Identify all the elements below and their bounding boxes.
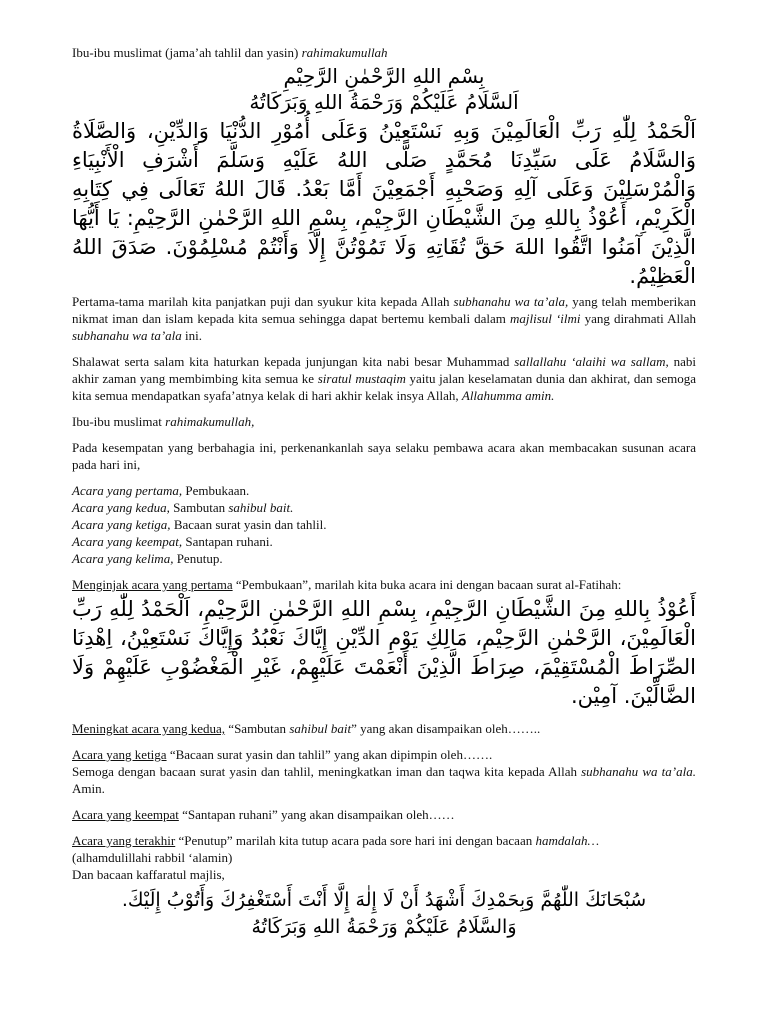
section-fourth: Acara yang keempat “Santapan ruhani” yang akan disampaikan oleh…… bbox=[72, 807, 455, 822]
agenda-item: Acara yang keempat, Santapan ruhani. bbox=[72, 534, 273, 549]
section-second: Meningkat acara yang kedua, “Sambutan sahibul bait” yang akan disampaikan oleh…….. bbox=[72, 721, 541, 736]
basmalah: بِسْمِ اللهِ الرَّحْمٰنِ الرَّحِيْمِ bbox=[283, 64, 485, 88]
agenda-item: Acara yang kedua, Sambutan sahibul bait. bbox=[72, 500, 294, 515]
paragraph-shalawat: Shalawat serta salam kita haturkan kepada junjungan kita nabi besar Muhammad sallallahu ‘alaihi wa sallam, nabi akhir zaman yang membimbing kita semua ke siratul mustaqim yaitu jalan keselamatan dunia dan akhirat, dan semoga kita semua mendapatkan syafa’atnya kelak di hari akhir kelak insya Allah, Allahumma amin. bbox=[72, 354, 696, 403]
agenda-list bbox=[72, 482, 696, 567]
document-page bbox=[72, 44, 696, 941]
agenda-item: Acara yang ketiga, Bacaan surat yasin dan tahlil. bbox=[72, 517, 327, 532]
salam-opening: اَلسَّلَامُ عَلَيْكُمْ وَرَحْمَةُ اللهِ وَبَرَكَاتُهُ bbox=[249, 90, 519, 114]
section-last-kaffarat-intro: Dan bacaan kaffaratul majlis, bbox=[72, 867, 225, 882]
section-third-prayer: Semoga dengan bacaan surat yasin dan tahlil, meningkatkan iman dan taqwa kita kepada Allah subhanahu wa ta’ala. Amin. bbox=[72, 764, 696, 796]
khutbah-opening: اَلْحَمْدُ لِلّٰهِ رَبِّ الْعَالَمِيْنَ وَبِهِ نَسْتَعِيْنُ وَعَلَى أُمُوْرِ الدُّنْيَا وَالدِّيْنِ، وَالصَّلَاةُ وَالسَّلَامُ عَلَى سَيِّدِنَا مُحَمَّدٍ صَلَّى اللهُ عَلَيْهِ وَسَلَّمَ أَشْرَفِ الْأَنْبِيَاءِ وَالْمُرْسَلِيْنَ وَعَلَى آلِهِ وَصَحْبِهِ أَجْمَعِيْنَ أَمَّا بَعْدُ. قَالَ اللهُ تَعَالَى فِي كِتَابِهِ الْكَرِيْمِ، أَعُوْذُ بِاللهِ مِنَ الشَّيْطَانِ الرَّجِيْمِ، بِسْمِ اللهِ الرَّحْمٰنِ الرَّحِيْمِ: يَا أَيُّهَا الَّذِيْنَ آمَنُوا اتَّقُوا اللهَ حَقَّ تُقَاتِهِ وَلَا تَمُوْتُنَّ إِلَّا وَأَنْتُمْ مُسْلِمُوْنَ. صَدَقَ اللهُ الْعَظِيْمُ. bbox=[72, 119, 696, 288]
header-italic: rahimakumullah bbox=[301, 45, 388, 60]
section-last: Acara yang terakhir “Penutup” marilah kita tutup acara pada sore hari ini dengan bacaan hamdalah… bbox=[72, 833, 600, 848]
paragraph-intro-agenda: Pada kesempatan yang berbahagia ini, perkenankanlah saya selaku pembawa acara akan membacakan susunan acara pada hari ini, bbox=[72, 440, 696, 472]
agenda-item: Acara yang pertama, Pembukaan. bbox=[72, 483, 250, 498]
salam-closing: وَالسَّلَامُ عَلَيْكُمْ وَرَحْمَةُ اللهِ وَبَرَكَاتُهُ bbox=[251, 916, 517, 938]
kaffaratul-majlis: سُبْحَانَكَ اللّٰهُمَّ وَبِحَمْدِكَ أَشْهَدُ أَنْ لَا إِلٰهَ إِلَّا أَنْتَ أَسْتَغْفِرُكَ وَأَتُوْبُ إِلَيْكَ. bbox=[121, 889, 647, 911]
header-line bbox=[72, 44, 696, 61]
al-fatihah: أَعُوْذُ بِاللهِ مِنَ الشَّيْطَانِ الرَّجِيْمِ، بِسْمِ اللهِ الرَّحْمٰنِ الرَّحِيْمِ، اَلْحَمْدُ لِلّٰهِ رَبِّ الْعَالَمِيْنَ، الرَّحْمٰنِ الرَّحِيْمِ، مَالِكِ يَوْمِ الدِّيْنِ إِيَّاكَ نَعْبُدُ وَإِيَّاكَ نَسْتَعِيْنُ، اِهْدِنَا الصِّرَاطَ الْمُسْتَقِيْمَ، صِرَاطَ الَّذِيْنَ أَنْعَمْتَ عَلَيْهِمْ، غَيْرِ الْمَغْضُوْبِ عَلَيْهِمْ وَلَا الضَّالِّيْنَ. آمِيْن. bbox=[72, 597, 696, 708]
section-last-hamdalah: (alhamdulillahi rabbil ‘alamin) bbox=[72, 850, 233, 865]
paragraph-praise: Pertama-tama marilah kita panjatkan puji dan syukur kita kepada Allah subhanahu wa ta’ala, yang telah memberikan nikmat iman dan islam kepada kita semua sehingga dapat bertemu kembali dalam majlisul ‘ilmi yang dirahmati Allah subhanahu wa ta’ala ini. bbox=[72, 294, 696, 343]
section-opening: Menginjak acara yang pertama “Pembukaan”, marilah kita buka acara ini dengan bacaan surat al-Fatihah: bbox=[72, 577, 622, 592]
agenda-item: Acara yang kelima, Penutup. bbox=[72, 551, 223, 566]
section-third: Acara yang ketiga “Bacaan surat yasin dan tahlil” yang akan dipimpin oleh……. bbox=[72, 747, 493, 762]
header-text: Ibu-ibu muslimat (jama’ah tahlil dan yasin) bbox=[72, 45, 302, 60]
address-line: Ibu-ibu muslimat rahimakumullah, bbox=[72, 414, 255, 429]
